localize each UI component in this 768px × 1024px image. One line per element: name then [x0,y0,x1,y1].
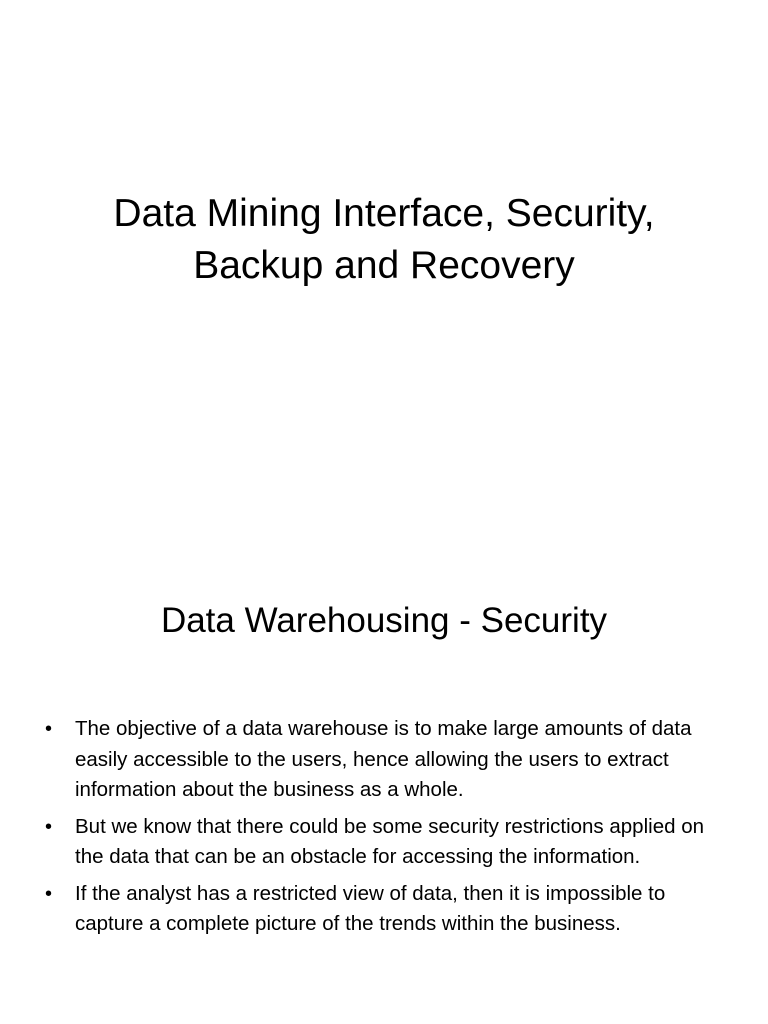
bullet-item [42,714,732,806]
slide-1-title-line-1: Data Mining Interface, Security, [113,192,655,235]
bullet-item [42,879,732,940]
bullet-list [42,714,732,946]
bullet-icon: • [45,882,53,905]
bullet-text: If the analyst has a restricted view of data, then it is impossible to capture a complete picture of the trends within the business. [75,881,666,935]
bullet-icon: • [45,815,53,838]
slide-1-title [40,188,728,292]
bullet-text: The objective of a data warehouse is to make large amounts of data easily accessible to the users, hence allowing the users to extract information about the business as a whole. [75,717,692,801]
slide-1-title-line-2: Backup and Recovery [193,244,575,287]
bullet-item [42,812,732,873]
bullet-icon: • [45,718,53,740]
bullet-text: But we know that there could be some security restrictions applied on the data that can be an obstacle for accessing the information. [75,814,704,868]
slide-2-title: Data Warehousing - Security [160,601,608,640]
